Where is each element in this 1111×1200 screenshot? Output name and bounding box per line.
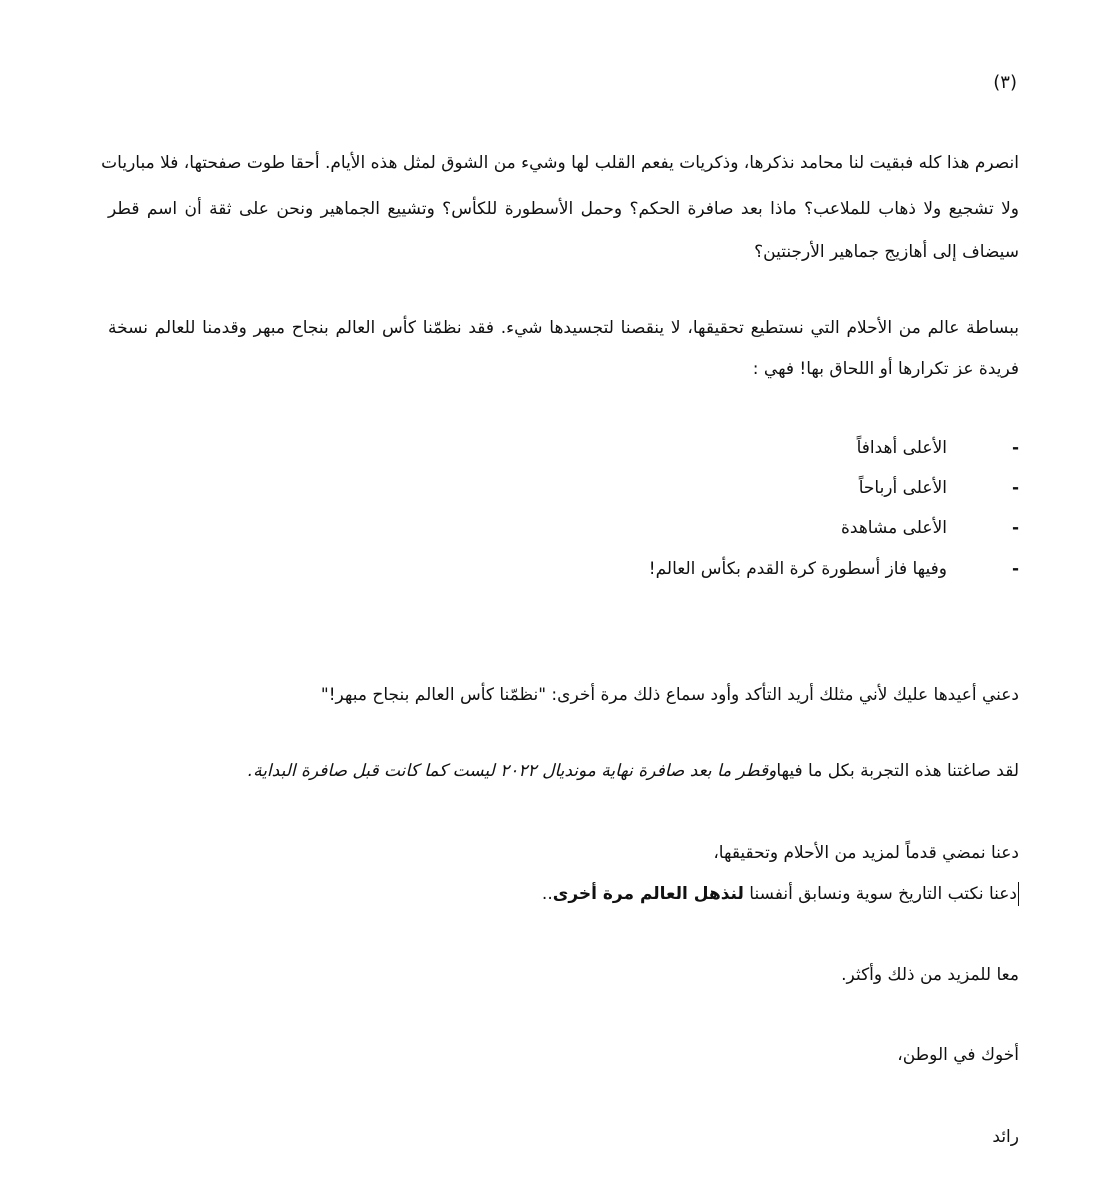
- bullet-item: [459, 435, 1019, 461]
- paragraph-5-end: ..: [541, 884, 553, 904]
- paragraph-5-line-1: دعنا نمضي قدماً لمزيد من الأحلام وتحقيقها،: [713, 843, 1019, 863]
- paragraph-1-line-2: ولا تشجيع ولا ذهاب للملاعب؟ ماذا بعد صافرة الحكم؟ وحمل الأسطورة للكأس؟ وتشييع الجماهير ونحن على ثقة أن اسم قطر: [108, 199, 1019, 219]
- bullet-marker: -: [1011, 518, 1019, 538]
- bullet-text: وفيها فاز أسطورة كرة القدم بكأس العالم!: [648, 559, 947, 579]
- paragraph-5-plain: دعنا نكتب التاريخ سوية ونسابق أنفسنا: [743, 884, 1017, 904]
- paragraph-5-line-2: [542, 881, 1019, 907]
- bullet-marker: -: [1011, 438, 1019, 458]
- bullet-marker: -: [1011, 478, 1019, 498]
- bullet-text: الأعلى أهدافاً: [856, 438, 947, 458]
- paragraph-5-bold: لنذهل العالم مرة أخرى: [552, 884, 744, 904]
- closing-line: أخوك في الوطن،: [897, 1045, 1019, 1065]
- text-cursor: [1018, 882, 1019, 906]
- bullet-item: [459, 556, 1019, 582]
- signature: رائد: [992, 1127, 1019, 1147]
- paragraph-4-italic: وقطر ما بعد صافرة نهاية مونديال ٢٠٢٢ ليست كما كانت قبل صافرة البداية.: [247, 761, 777, 781]
- bullet-marker: -: [1011, 559, 1019, 579]
- bullet-text: الأعلى مشاهدة: [840, 518, 947, 538]
- page-number: (٣): [993, 72, 1017, 93]
- bullet-item: [459, 515, 1019, 541]
- paragraph-1-line-1: انصرم هذا كله فبقيت لنا محامد نذكرها، وذكريات يفعم القلب لها وشيء من الشوق لمثل هذه الأيام. أحقا طوت صفحتها، فلا مباريات: [101, 153, 1019, 173]
- paragraph-6: معا للمزيد من ذلك وأكثر.: [841, 965, 1019, 985]
- paragraph-2-line-2: فريدة عز تكرارها أو اللحاق بها! فهي :: [752, 359, 1019, 379]
- paragraph-4: [248, 758, 1019, 784]
- bullet-item: [459, 475, 1019, 501]
- paragraph-3: دعني أعيدها عليك لأني مثلك أريد التأكد وأود سماع ذلك مرة أخرى: "نظمّنا كأس العالم بنجاح مبهر!": [320, 685, 1019, 705]
- bullet-text: الأعلى أرباحاً: [858, 478, 947, 498]
- paragraph-2-line-1: ببساطة عالم من الأحلام التي نستطيع تحقيقها، لا ينقصنا لتجسيدها شيء. فقد نظمّنا كأس العالم بنجاح مبهر وقدمنا للعالم نسخة: [108, 318, 1019, 338]
- paragraph-1-line-3: سيضاف إلى أهازيج جماهير الأرجنتين؟: [754, 242, 1019, 262]
- paragraph-4-plain: لقد صاغتنا هذه التجربة بكل ما فيها: [776, 761, 1019, 781]
